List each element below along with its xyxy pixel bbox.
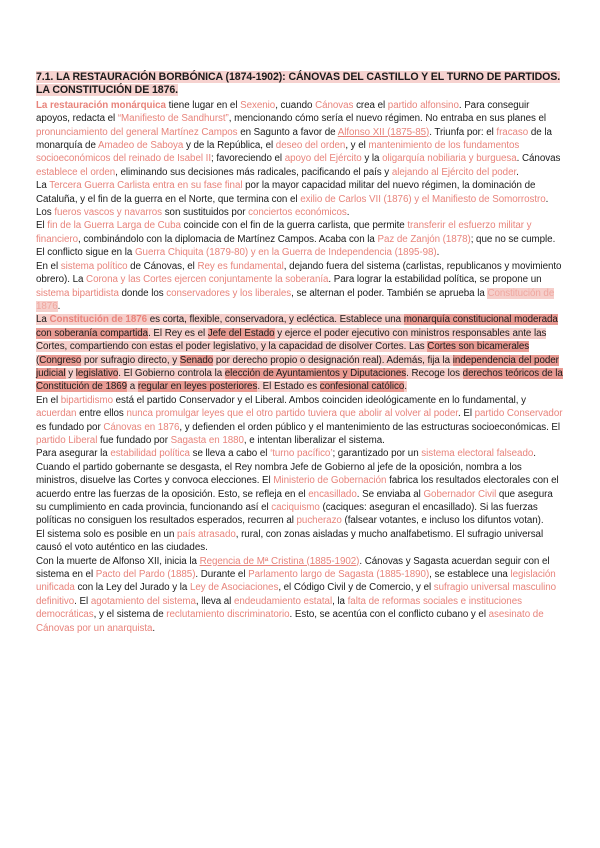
- text-run: Con la muerte de Alfonso XII, inicia la: [36, 555, 200, 567]
- text-run: , y defienden el orden público y el mantenimiento de las estructuras socioeconómicas. El: [179, 421, 561, 433]
- text-run: donde los: [118, 287, 167, 299]
- text-run: , la: [332, 595, 348, 607]
- text-run: coincide con el fin de la guerra carlista, que permite: [180, 220, 408, 232]
- key-term: bipartidismo: [60, 394, 113, 406]
- key-term: Pacto del Pardo (1885): [95, 569, 196, 581]
- key-term: Ministerio de Gobernación: [273, 475, 387, 487]
- text-run: (caciques: aseguran el encasillado). Si las fuerzas políticas no consiguen los resultados esperados, recurren al: [36, 502, 538, 527]
- key-term: país atrasado: [177, 528, 236, 540]
- key-term: Amadeo de Saboya: [98, 140, 184, 152]
- text-run: . Esto, se acentúa con el conflicto cubano y el: [289, 609, 489, 621]
- text-run: , mencionando cómo sería el nuevo régimen. No entraba en sus planes el: [228, 113, 547, 125]
- key-term: legislativo: [75, 367, 119, 379]
- paragraphs: [36, 99, 564, 635]
- text-run: . Cuando el partido gobernante se desgasta, el Rey nombra Jefe de Gobierno al jefe de la oposición, nombra a los ministros, disuelve las Cortes y convoca elecciones. El: [36, 448, 536, 487]
- key-term: . El Estado es: [257, 381, 320, 393]
- key-term: Cánovas: [315, 99, 354, 111]
- key-term: mantenimiento de los fundamentos socioeconómicos del reinado de Isabel II: [36, 140, 520, 165]
- key-term: Cánovas en 1876: [103, 421, 180, 433]
- text-run: . El: [74, 595, 91, 607]
- text-run: El: [36, 220, 48, 232]
- key-term: ‘turno pacífico’: [270, 448, 333, 460]
- key-term: partido alfonsino: [387, 99, 459, 111]
- key-term: (: [36, 354, 40, 366]
- key-term: apoyo del Ejército: [284, 153, 362, 165]
- key-term: derechos teóricos de la Constitución de 1869: [36, 367, 563, 393]
- page-title: [36, 71, 564, 98]
- paragraph-9: [36, 555, 564, 635]
- text-run: , combinándolo con la diplomacia de Martínez Campos. Acaba con la: [77, 233, 378, 245]
- text-run: (falsear votantes, e incluso los difuntos votan).: [341, 515, 544, 527]
- key-term: exilio de Carlos VII (1876) y el Manifiesto de Somorrostro: [300, 193, 546, 205]
- key-term: Senado: [179, 354, 214, 366]
- key-term: Cortes son bicamerales: [427, 341, 530, 353]
- key-term: alejando al Ejército del poder: [391, 166, 517, 178]
- key-term: por sufragio directo, y: [81, 354, 180, 366]
- key-term: estabilidad política: [110, 448, 190, 460]
- key-term: Sexenio: [240, 99, 276, 111]
- text-run: Para asegurar la: [36, 448, 111, 460]
- text-run: .: [436, 247, 440, 259]
- key-term: Constitución de 1876: [36, 287, 555, 312]
- key-term: elección de Ayuntamientos y Diputaciones: [224, 367, 407, 379]
- text-run: , cuando: [275, 99, 316, 111]
- text-run: tiene lugar en el: [165, 99, 241, 111]
- text-run: son sustituidos por: [162, 207, 249, 219]
- paragraph-2: [36, 179, 564, 219]
- text-run: , eliminando sus decisiones más radicales, pacificando el país y: [115, 166, 392, 178]
- text-run: .: [152, 622, 156, 634]
- key-term: Corona y las Cortes ejercen conjuntamente la soberanía: [86, 274, 329, 286]
- key-term: .: [404, 381, 407, 393]
- key-term: legislación unificada: [36, 569, 556, 594]
- key-term: La restauración monárquica: [36, 99, 166, 111]
- key-term: acuerdan: [36, 408, 77, 420]
- key-term: transferir el esfuerzo militar y financiero: [36, 220, 532, 245]
- key-term: a: [127, 381, 138, 393]
- text-run: fue fundado por: [97, 434, 171, 446]
- key-term: . Recoge los: [406, 367, 463, 379]
- text-run: y de la República, el: [183, 140, 276, 152]
- key-term: “Manifiesto de Sandhurst”: [117, 113, 229, 125]
- key-term: y: [65, 367, 76, 379]
- key-term: endeudamiento estatal: [233, 595, 333, 607]
- text-run: . Cánovas: [516, 153, 561, 165]
- text-run: , y el sistema de: [93, 609, 167, 621]
- key-term: pronunciamiento del general Martínez Campos: [36, 126, 238, 138]
- page-title-text: 7.1. LA RESTAURACIÓN BORBÓNICA (1874-1902): CÁNOVAS DEL CASTILLO Y EL TURNO DE PARTIDOS. LA CONSTITUCIÓN DE 1876.: [36, 71, 561, 97]
- key-term: reclutamiento discriminatorio: [166, 609, 290, 621]
- paragraph-5: [36, 313, 564, 393]
- text-run: , se alternan el poder. También se aprueba la: [291, 287, 488, 299]
- text-run: . Cánovas y Sagasta acuerdan seguir con el sistema en el: [36, 555, 550, 581]
- text-run: con la Ley del Jurado y la: [74, 582, 190, 594]
- text-run: , lleva al: [195, 595, 234, 607]
- text-run: ; garantizado por un: [332, 448, 422, 460]
- key-term: encasillado: [308, 488, 357, 500]
- text-run: . El: [457, 408, 475, 420]
- text-run: crea el: [353, 99, 388, 111]
- key-term: Ley de Asociaciones: [189, 582, 279, 594]
- key-term: Parlamento largo de Sagasta (1885-1890): [248, 569, 430, 581]
- text-run: La: [36, 180, 50, 192]
- text-run: entre ellos: [76, 408, 127, 420]
- text-run: en Sagunto a favor de: [237, 126, 338, 138]
- key-term: sufragio universal masculino definitivo: [36, 582, 556, 607]
- text-run: .: [57, 300, 61, 312]
- key-term: por derecho propio o designación real). Además, fija la: [213, 354, 453, 366]
- paragraph-1: [36, 99, 564, 179]
- key-term: y ejerce el poder ejecutivo con ministros responsables ante las Cortes, compartiendo con estas el poder legislativo, y la capacidad de disolver Cortes. Las: [36, 327, 547, 353]
- key-term: Paz de Zanjón (1878): [377, 233, 471, 245]
- text-run: por la mayor capacidad militar del nuevo régimen, la dominación de Cataluña, y el fin de la guerra en el Norte, que termina con el: [36, 180, 536, 205]
- text-run: se lleva a cabo el: [189, 448, 271, 460]
- text-run: . Se enviaba al: [356, 488, 424, 500]
- key-term: oligarquía nobiliaria y burguesa: [382, 153, 517, 165]
- text-run: , e intentan liberalizar el sistema.: [243, 434, 385, 446]
- key-term: Tercera Guerra Carlista entra en su fase final: [49, 180, 243, 192]
- key-term: independencia del poder judicial: [36, 354, 559, 379]
- text-run: .: [346, 207, 350, 219]
- key-term: falta de reformas sociales e instituciones democráticas: [36, 595, 522, 621]
- text-run: En el: [36, 260, 61, 272]
- text-run: .: [516, 166, 519, 178]
- key-term: regular en leyes posteriores: [137, 381, 258, 393]
- key-term: pucherazo: [296, 515, 342, 527]
- key-term: conservadores y los liberales: [166, 287, 292, 299]
- key-term: fracaso: [496, 126, 529, 138]
- key-term: monarquía constitucional moderada con soberanía compartida: [36, 314, 558, 339]
- key-term: . El Gobierno controla la: [118, 367, 225, 379]
- text-run: es fundado por: [36, 421, 104, 433]
- key-term: asesinato de Cánovas por un anarquista: [36, 609, 544, 634]
- key-term: conciertos económicos: [248, 207, 347, 219]
- key-term: Jefe del Estado: [207, 327, 275, 339]
- text-run: ; que no se cumple. El conflicto sigue en la: [36, 233, 556, 259]
- key-term: Guerra Chiquita (1879-80) y en la Guerra de Independencia (1895-98): [134, 247, 437, 259]
- key-term: sistema bipartidista: [36, 287, 119, 299]
- key-term: establece el orden: [36, 166, 116, 178]
- key-term: fin de la Guerra Larga de Cuba: [47, 220, 181, 232]
- text-run: , rural, con zonas aisladas y mucho analfabetismo. El sufragio universal causó el voto auténtico en las ciudades.: [36, 528, 544, 554]
- paragraph-6: [36, 394, 564, 448]
- key-term: Constitución de 1876: [49, 314, 148, 326]
- text-run: . Para conseguir apoyos, redacta el: [36, 99, 530, 125]
- text-run: está el partido Conservador y el Liberal. Ambos coinciden ideológicamente en lo fundamental, y: [112, 394, 526, 406]
- key-term: deseo del orden: [275, 140, 346, 152]
- key-term: agotamiento del sistema: [90, 595, 196, 607]
- key-term: Sagasta en 1880: [170, 434, 244, 446]
- key-term: sistema político: [60, 260, 128, 272]
- key-term: confesional católico: [319, 381, 405, 393]
- key-term: Alfonso XII (1875-85): [337, 126, 430, 138]
- paragraph-4: [36, 260, 564, 314]
- text-run: , el Código Civil y de Comercio, y el: [278, 582, 434, 594]
- key-term: partido Liberal: [36, 434, 98, 446]
- text-run: , dejando fuera del sistema (carlistas, republicanos y movimiento obrero). La: [36, 260, 562, 286]
- key-term: sistema electoral falseado: [421, 448, 534, 460]
- key-term: La: [36, 314, 50, 326]
- key-term: es corta, flexible, conservadora, y ecléctica. Establece una: [147, 314, 404, 326]
- key-term: Gobernador Civil: [423, 488, 497, 500]
- text-run: . Para lograr la estabilidad política, se propone un: [328, 274, 542, 286]
- key-term: Regencia de Mª Cristina (1885-1902): [199, 555, 360, 567]
- text-run: de la monarquía de: [36, 126, 552, 152]
- text-run: fabrica los resultados electorales con el acuerdo entre las fuerzas de la oposición. Esto, se refleja en el: [36, 475, 559, 500]
- text-run: , y el: [345, 140, 369, 152]
- text-run: de Cánovas, el: [127, 260, 198, 272]
- text-run: . Durante el: [195, 569, 249, 581]
- key-term: Congreso: [39, 354, 82, 366]
- key-term: caciquismo: [271, 502, 320, 513]
- paragraph-3: [36, 219, 564, 259]
- text-run: El sistema solo es posible en un: [36, 528, 178, 540]
- text-run: . Triunfa por: el: [429, 126, 497, 138]
- key-term: partido Conservador: [474, 408, 563, 420]
- paragraph-7: [36, 447, 564, 527]
- paragraph-8: [36, 528, 564, 555]
- text-run: , se establece una: [429, 569, 511, 581]
- key-term: Rey es fundamental: [197, 260, 284, 272]
- text-run: En el: [36, 394, 61, 406]
- document-body: [36, 71, 564, 635]
- text-run: y la: [361, 153, 383, 165]
- key-term: . El Rey es el: [148, 327, 208, 339]
- key-term: nunca promulgar leyes que el otro partido tuviera que abolir al volver al poder: [126, 408, 458, 420]
- text-run: ; favoreciendo el: [211, 153, 285, 165]
- text-run: que asegura su cumplimiento en cada provincia, funcionando así el: [36, 488, 553, 513]
- key-term: fueros vascos y navarros: [54, 207, 163, 219]
- text-run: . Los: [36, 193, 549, 219]
